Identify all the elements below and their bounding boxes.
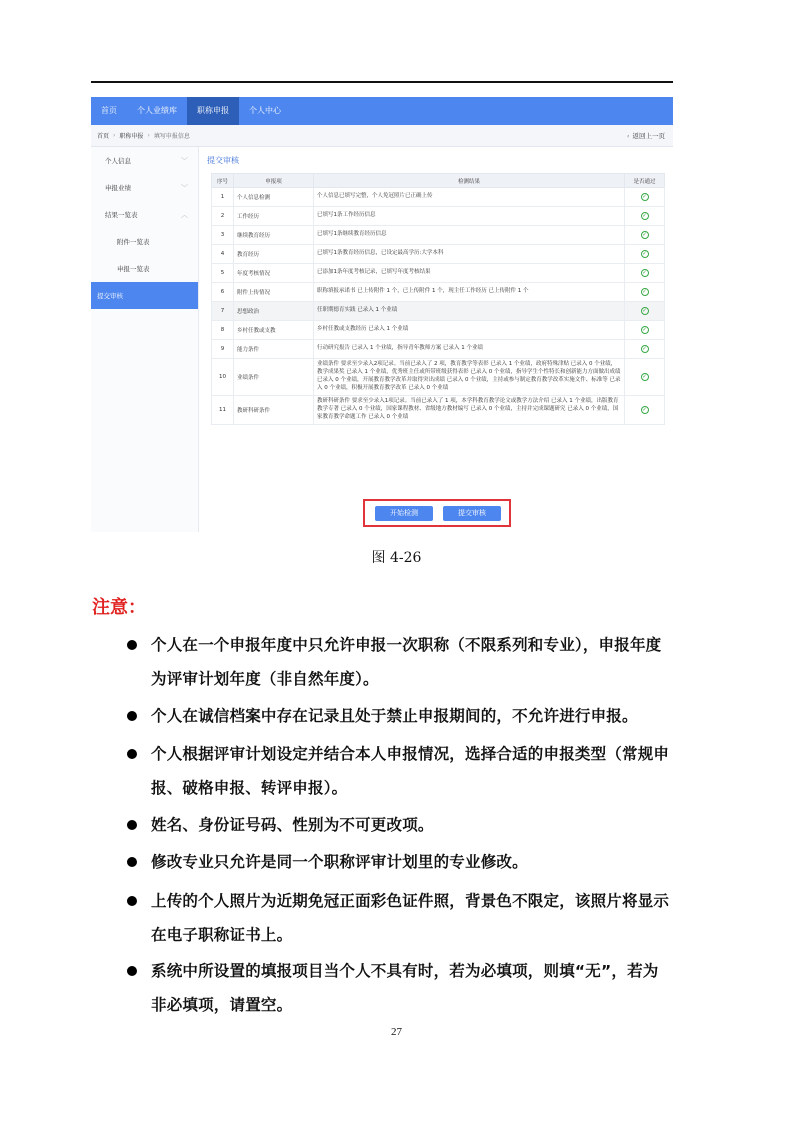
- row-result: 任职期德育实践 已录入 1 个业绩: [314, 302, 625, 321]
- list-item: 修改专业只允许是同一个职称评审计划里的专业修改。: [151, 853, 528, 871]
- main-panel: [207, 155, 667, 425]
- row-item: 继续教育经历: [234, 226, 314, 245]
- sidebar-item-application-overview[interactable]: [91, 255, 198, 282]
- row-item: 思想政治: [234, 302, 314, 321]
- back-button[interactable]: [627, 125, 665, 147]
- bullet-icon: [127, 749, 137, 759]
- table-row: [212, 207, 665, 226]
- row-result: 业绩条件 要求至少录入2项记录。当前已录入了 2 项，教育教学等表彰 已录入 1 个业绩，政府特殊津贴 已录入 0 个业绩，教学成果奖 已录入 1 个业绩，优秀班主任或所带班级获得表彰 已录入 0 个业绩，指导学生个性特长和创新能力方面做出成绩 已录入 0 个业绩，开展教育教学改革并取得突出成绩 已录入 0 个业绩，主持或参与制定教育教学改革实施文件、标准等 已录入 0 个业绩，积极开展教育教学改革 已录入 0 个业绩: [314, 359, 625, 396]
- row-passed: [625, 226, 665, 245]
- table-row: [212, 321, 665, 340]
- check-circle-icon: ✓: [642, 308, 647, 314]
- chevron-down-icon: ﹀: [181, 183, 188, 192]
- row-number: 1: [212, 188, 234, 207]
- row-passed: [625, 264, 665, 283]
- row-number: 11: [212, 395, 234, 424]
- table-row: [212, 302, 665, 321]
- nav-performance-library[interactable]: 个人业绩库: [137, 106, 177, 115]
- table-header-row: [212, 174, 665, 188]
- nav-home[interactable]: 首页: [101, 106, 117, 115]
- row-number: 9: [212, 340, 234, 359]
- list-item: 姓名、身份证号码、性别为不可更改项。: [151, 816, 434, 834]
- row-passed: [625, 283, 665, 302]
- list-item: 上传的个人照片为近期免冠正面彩色证件照，背景色不限定，该照片将显示在电子职称证书上。: [151, 892, 670, 944]
- row-item: 个人信息检测: [234, 188, 314, 207]
- sidebar-item-label: 申报一览表: [117, 265, 150, 273]
- back-label: 返回上一页: [632, 132, 665, 140]
- row-item: 教研科研条件: [234, 395, 314, 424]
- row-passed: [625, 188, 665, 207]
- row-number: 7: [212, 302, 234, 321]
- check-table: [211, 173, 665, 425]
- table-row: [212, 283, 665, 302]
- check-circle-icon: ✓: [642, 373, 647, 380]
- chevron-up-icon: ︿: [181, 210, 188, 219]
- column-header-no: 序号: [212, 174, 234, 188]
- row-number: 2: [212, 207, 234, 226]
- row-number: 3: [212, 226, 234, 245]
- check-circle-icon: ✓: [642, 289, 647, 295]
- row-number: 10: [212, 359, 234, 396]
- table-row: [212, 395, 665, 424]
- breadcrumb-separator: ›: [113, 132, 116, 139]
- row-result: 已填写1条教育经历信息，已设定最高学历:大学本科: [314, 245, 625, 264]
- column-header-item: 申报项: [234, 174, 314, 188]
- list-item: 个人在诚信档案中存在记录且处于禁止申报期间的，不允许进行申报。: [151, 707, 638, 725]
- table-row: [212, 188, 665, 207]
- row-result: 行动研究报告 已录入 1 个业绩，指导青年教师方案 已录入 1 个业绩: [314, 340, 625, 359]
- sidebar-item-label: 提交审核: [97, 292, 123, 300]
- bullet-icon: [127, 966, 137, 976]
- row-passed: [625, 359, 665, 396]
- check-circle-icon: ✓: [642, 327, 647, 333]
- row-passed: [625, 245, 665, 264]
- submit-review-button[interactable]: 提交审核: [443, 506, 501, 521]
- sidebar-item-submit-review[interactable]: [91, 282, 198, 309]
- row-passed: [625, 340, 665, 359]
- row-number: 8: [212, 321, 234, 340]
- row-passed: [625, 395, 665, 424]
- chevron-down-icon: ﹀: [181, 156, 188, 165]
- sidebar-item-attachments-overview[interactable]: [91, 228, 198, 255]
- row-item: 教育经历: [234, 245, 314, 264]
- row-item: 附件上传情况: [234, 283, 314, 302]
- check-circle-icon: ✓: [642, 232, 647, 238]
- breadcrumb-title-application[interactable]: 职称申报: [119, 133, 144, 140]
- bullet-icon: [127, 857, 137, 867]
- section-title: 提交审核: [207, 156, 239, 165]
- list-item: 系统中所设置的填报项目当个人不具有时，若为必填项，则填“无”，若为非必填项，请置空。: [151, 962, 659, 1014]
- chevron-left-icon: ‹: [626, 132, 630, 140]
- row-result: 个人信息已填写完整，个人免冠照片已正确上传: [314, 188, 625, 207]
- row-passed: [625, 302, 665, 321]
- breadcrumb: [91, 125, 673, 147]
- row-passed: [625, 207, 665, 226]
- table-row: [212, 359, 665, 396]
- column-header-passed: 是否通过: [625, 174, 665, 188]
- row-item: 乡村任教或支教: [234, 321, 314, 340]
- start-check-button[interactable]: 开始检测: [375, 506, 433, 521]
- check-circle-icon: ✓: [642, 251, 647, 257]
- check-circle-icon: ✓: [642, 406, 647, 413]
- check-circle-icon: ✓: [642, 213, 647, 219]
- breadcrumb-separator: ›: [147, 132, 150, 139]
- row-passed: [625, 321, 665, 340]
- row-item: 工作经历: [234, 207, 314, 226]
- row-number: 4: [212, 245, 234, 264]
- breadcrumb-home[interactable]: 首页: [97, 133, 110, 140]
- sidebar-item-label: 个人信息: [105, 157, 131, 165]
- row-result: 已添加1条年度考核记录，已填写年度考核结果: [314, 264, 625, 283]
- row-item: 业绩条件: [234, 359, 314, 396]
- table-row: [212, 226, 665, 245]
- page-number: 27: [391, 1026, 402, 1038]
- bullet-icon: [127, 896, 137, 906]
- table-row: [212, 245, 665, 264]
- bullet-icon: [127, 640, 137, 650]
- highlight-box: [363, 499, 511, 527]
- app-screenshot: [91, 97, 673, 532]
- list-item: 个人在一个申报年度中只允许申报一次职称（不限系列和专业），申报年度为评审计划年度（非自然年度）。: [151, 636, 662, 688]
- row-result: 职称填报承诺书 已上传附件 1 个，已上传附件 1 个，现主任工作经历 已上传附件 1 个: [314, 283, 625, 302]
- check-circle-icon: ✓: [642, 270, 647, 276]
- sidebar: [91, 147, 199, 532]
- row-item: 能力条件: [234, 340, 314, 359]
- list-item: 个人根据评审计划设定并结合本人申报情况，选择合适的申报类型（常规申报、破格申报、转评申报）。: [151, 745, 670, 797]
- row-number: 5: [212, 264, 234, 283]
- row-result: 教研科研条件 要求至少录入1项记录。当前已录入了 1 项，本学科教育教学论文或教学方法介绍 已录入 1 个业绩，出版教育教学专著 已录入 0 个业绩，国家课程教材、省级地方教材编写 已录入 0 个业绩，主持并完成课题研究 已录入 0 个业绩，国家教育教学命题工作 已录入 0 个业绩: [314, 395, 625, 424]
- check-circle-icon: ✓: [642, 194, 647, 200]
- column-header-result: 检测结果: [314, 174, 625, 188]
- sidebar-item-results-overview[interactable]: [91, 201, 198, 228]
- row-result: 已填写1条工作经历信息: [314, 207, 625, 226]
- bullet-icon: [127, 711, 137, 721]
- breadcrumb-current: 填写申报信息: [153, 133, 190, 140]
- sidebar-item-label: 结果一览表: [105, 211, 138, 219]
- check-circle-icon: ✓: [642, 346, 647, 352]
- figure-caption: 图 4-26: [371, 550, 422, 566]
- note-heading: 注意：: [92, 597, 146, 618]
- nav-title-application[interactable]: 职称申报: [187, 97, 239, 125]
- table-row: [212, 264, 665, 283]
- nav-personal-center[interactable]: 个人中心: [249, 106, 281, 115]
- sidebar-item-personal-info[interactable]: [91, 147, 198, 174]
- header-rule: [91, 81, 673, 83]
- row-result: 乡村任教或支教经历 已录入 1 个业绩: [314, 321, 625, 340]
- sidebar-item-label: 申报业绩: [105, 184, 131, 192]
- sidebar-item-label: 附件一览表: [117, 238, 150, 246]
- sidebar-item-achievements[interactable]: [91, 174, 198, 201]
- row-item: 年度考核情况: [234, 264, 314, 283]
- top-nav: [91, 97, 673, 125]
- bullet-icon: [127, 820, 137, 830]
- row-number: 6: [212, 283, 234, 302]
- table-row: [212, 340, 665, 359]
- row-result: 已填写1条继续教育经历信息: [314, 226, 625, 245]
